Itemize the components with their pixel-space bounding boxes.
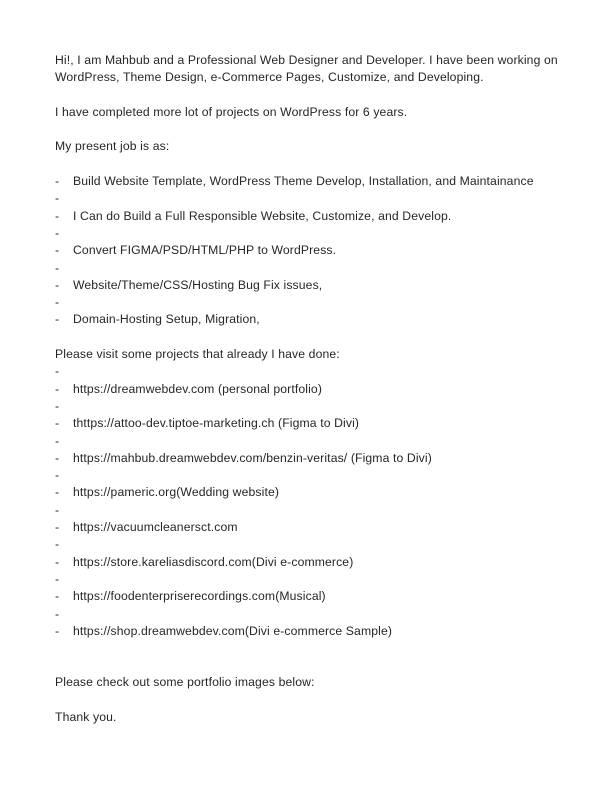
paragraph-spacer bbox=[55, 87, 574, 104]
intro-paragraph-2: I have completed more lot of projects on WordPress for 6 years. bbox=[55, 104, 408, 119]
document-body bbox=[55, 52, 574, 726]
list-item bbox=[55, 502, 574, 519]
paragraph-spacer bbox=[55, 156, 574, 173]
list-item[interactable]: - thttps://attoo-dev.tiptoe-marketing.ch (Figma to Divi) bbox=[55, 415, 574, 432]
list-item[interactable]: - https://mahbub.dreamwebdev.com/benzin-veritas/ (Figma to Divi) bbox=[55, 450, 574, 467]
list-item bbox=[55, 571, 574, 588]
list-item: - Build Website Template, WordPress Theme Develop, Installation, and Maintainance bbox=[55, 173, 574, 190]
job-items-list bbox=[55, 173, 574, 329]
list-item bbox=[55, 606, 574, 623]
list-item: - Convert FIGMA/PSD/HTML/PHP to WordPress. bbox=[55, 242, 574, 259]
list-item bbox=[55, 294, 574, 311]
job-heading: My present job is as: bbox=[55, 139, 170, 154]
closing-thanks: Thank you. bbox=[55, 709, 117, 724]
paragraph-spacer bbox=[55, 121, 574, 138]
list-item bbox=[55, 467, 574, 484]
list-item[interactable]: - https://shop.dreamwebdev.com(Divi e-commerce Sample) bbox=[55, 623, 574, 640]
list-item: - I Can do Build a Full Responsible Website, Customize, and Develop. bbox=[55, 208, 574, 225]
list-item: - Domain-Hosting Setup, Migration, bbox=[55, 311, 574, 328]
paragraph-spacer bbox=[55, 691, 574, 708]
list-item bbox=[55, 260, 574, 277]
list-item bbox=[55, 536, 574, 553]
list-item bbox=[55, 225, 574, 242]
list-item[interactable]: - https://vacuumcleanersct.com bbox=[55, 519, 574, 536]
project-items-list bbox=[55, 363, 574, 640]
list-item: - Website/Theme/CSS/Hosting Bug Fix issues, bbox=[55, 277, 574, 294]
list-item[interactable]: - https://store.kareliasdiscord.com(Divi e-commerce) bbox=[55, 554, 574, 571]
list-item bbox=[55, 363, 574, 380]
projects-heading: Please visit some projects that already I have done: bbox=[55, 347, 340, 362]
list-item bbox=[55, 433, 574, 450]
list-item bbox=[55, 190, 574, 207]
paragraph-spacer bbox=[55, 329, 574, 346]
section-spacer bbox=[55, 640, 574, 674]
list-item[interactable]: - https://dreamwebdev.com (personal portfolio) bbox=[55, 381, 574, 398]
portfolio-note: Please check out some portfolio images below: bbox=[55, 675, 315, 690]
list-item bbox=[55, 398, 574, 415]
list-item[interactable]: - https://pameric.org(Wedding website) bbox=[55, 484, 574, 501]
list-item[interactable]: - https://foodenterpriserecordings.com(Musical) bbox=[55, 588, 574, 605]
intro-paragraph-1: Hi!, I am Mahbub and a Professional Web Designer and Developer. I have been working on WordPress, Theme Design, e-Commerce Pages, Customize, and Developing. bbox=[55, 53, 558, 85]
